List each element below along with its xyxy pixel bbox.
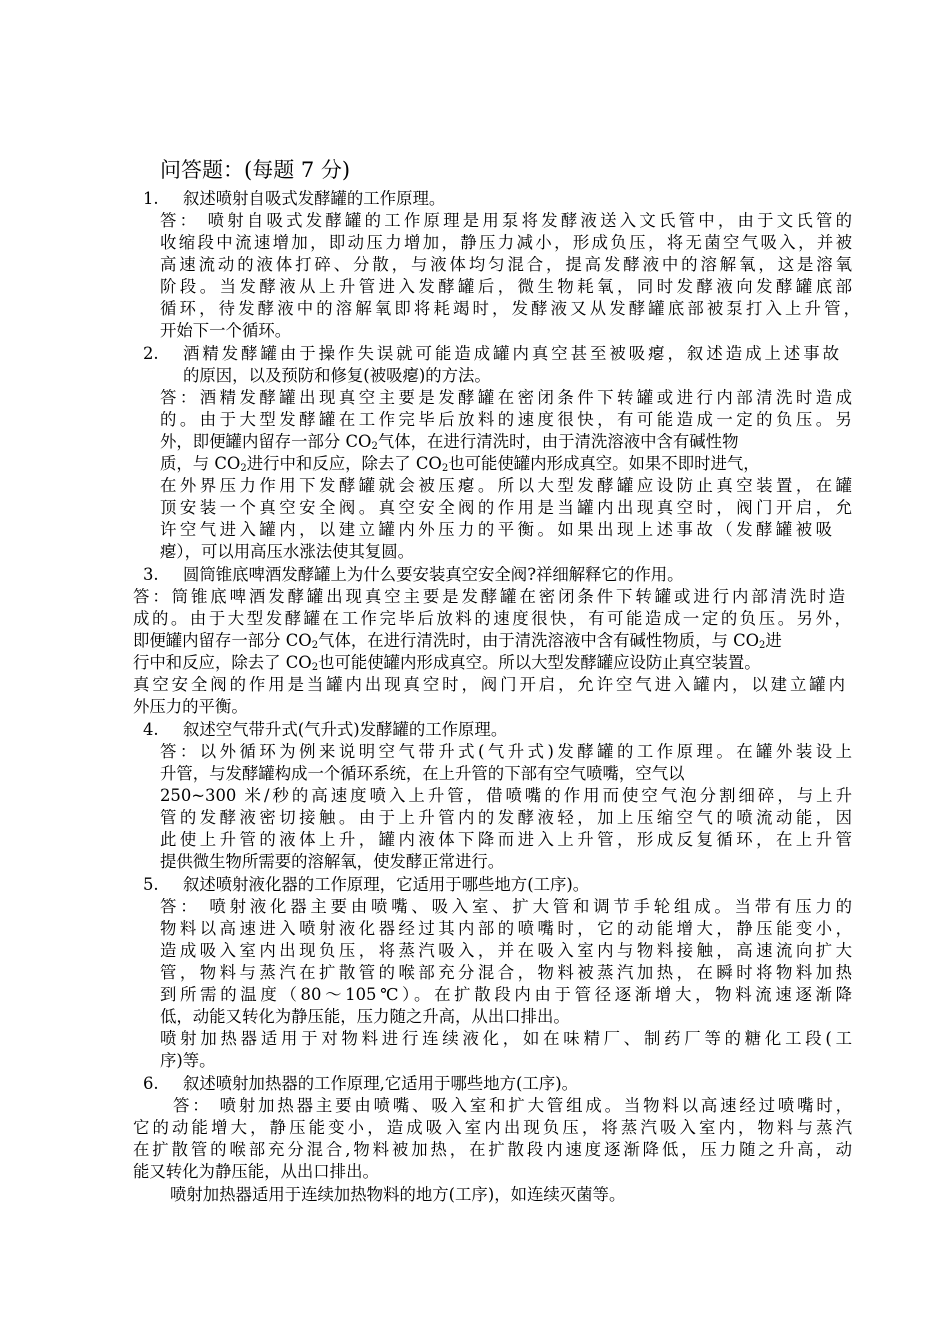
q4-answer-line: 升管，与发酵罐构成一个循环系统，在上升管的下部有空气喷嘴，空气以 — [160, 764, 685, 783]
q2-answer-line: 答：酒精发酵罐出现真空主要是发酵罐在密闭条件下转罐或进行内部清洗时造成 — [160, 388, 852, 407]
q6-answer-line: 在扩散管的喉部充分混合,物料被加热，在扩散段内速度逐渐降低，压力随之升高，动 — [133, 1140, 852, 1159]
q3-number: 3. — [143, 565, 159, 584]
q1-number: 1. — [143, 189, 159, 208]
q3-question: 圆筒锥底啤酒发酵罐上为什么要安装真空安全阀?祥细解释它的作用。 — [183, 565, 684, 584]
q5-number: 5. — [143, 875, 159, 894]
q3-answer-line: 即便罐内留存一部分 $CO_2$气体，在进行清洗时，由于清洗溶液中含有碱性物质，与 $CO_2$进 — [133, 631, 782, 651]
q6-answer-line: 喷射加热器适用于连续加热物料的地方(工序)，如连续灭菌等。 — [170, 1185, 626, 1204]
q5-answer-line: 序)等。 — [160, 1051, 216, 1070]
q4-question: 叙述空气带升式(气升式)发酵罐的工作原理。 — [183, 720, 508, 739]
q4-answer-line: 此使上升管的液体上升，罐内液体下降而进入上升管，形成反复循环，在上升管 — [160, 830, 852, 849]
q3-answer-line: 成的。由于大型发酵罐在工作完毕后放料的速度很快，有可能造成一定的负压。另外， — [133, 609, 851, 628]
q3-answer-line: 答：筒锥底啤酒发酵罐出现真空主要是发酵罐在密闭条件下转罐或进行内部清洗时造 — [133, 587, 845, 606]
q3-answer-line: 行中和反应，除去了 $CO_2$也可能使罐内形成真空。所以大型发酵罐应设防止真空装置。 — [133, 653, 761, 673]
q4-answer-line: 答：以外循环为例来说明空气带升式(气升式)发酵罐的工作原理。在罐外装设上 — [160, 742, 852, 761]
q1-answer-line: 开始下一个循环。 — [160, 321, 292, 340]
section-title: 问答题：(每题 7 分) — [160, 158, 351, 182]
q6-number: 6. — [143, 1074, 159, 1093]
q5-answer-line: 造成吸入室内出现负压，将蒸汽吸入，并在吸入室内与物料接触，高速流向扩大 — [160, 941, 852, 960]
q4-answer-line: 管的发酵液密切接触。由于上升管内的发酵液轻，加上压缩空气的喷流动能，因 — [160, 808, 852, 827]
q1-question: 叙述喷射自吸式发酵罐的工作原理。 — [183, 189, 446, 208]
q6-answer-line: 它的动能增大，静压能变小，造成吸入室内出现负压，将蒸汽吸入室内，物料与蒸汽 — [133, 1118, 852, 1137]
q2-question-line: 的原因，以及预防和修复(被吸瘪)的方法。 — [183, 366, 491, 385]
q6-answer-line: 能又转化为静压能，从出口排出。 — [133, 1162, 379, 1181]
q2-question-line: 酒精发酵罐由于操作失误就可能造成罐内真空甚至被吸瘪，叙述造成上述事故 — [183, 344, 839, 363]
q6-answer-line: 答： 喷射加热器主要由喷嘴、吸入室和扩大管组成。当物料以高速经过喷嘴时， — [173, 1096, 852, 1115]
q1-answer-line: 高速流动的液体打碎、分散，与液体均匀混合，提高发酵液中的溶解氧，这是溶氧 — [160, 255, 852, 274]
q3-answer-line: 真空安全阀的作用是当罐内出现真空时，阀门开启，允许空气进入罐内，以建立罐内 — [133, 675, 845, 694]
q1-answer-line: 阶段。当发酵液从上升管进入发酵罐后，微生物耗氧，同时发酵液向发酵罐底部 — [160, 277, 852, 296]
q5-answer-line: 管，物料与蒸汽在扩散管的喉部充分混合，物料被蒸汽加热，在瞬时将物料加热 — [160, 963, 852, 982]
q4-answer-line: 250~300 米/秒的高速度喷入上升管，借喷嘴的作用而使空气泡分割细碎，与上升 — [160, 786, 852, 805]
q5-question: 叙述喷射液化器的工作原理，它适用于哪些地方(工序)。 — [183, 875, 590, 894]
q5-answer-line: 喷射加热器适用于对物料进行连续液化，如在味精厂、制药厂等的糖化工段(工 — [160, 1029, 852, 1048]
q1-answer-line: 收缩段中流速增加，即动压力增加，静压力减小，形成负压，将无菌空气吸入，并被 — [160, 233, 852, 252]
q5-answer-line: 答： 喷射液化器主要由喷嘴、吸入室、扩大管和调节手轮组成。当带有压力的 — [160, 897, 852, 916]
q2-answer-line: 顶安装一个真空安全阀。真空安全阀的作用是当罐内出现真空时，阀门开启，允 — [160, 498, 852, 517]
q4-answer-line: 提供微生物所需要的溶解氧，使发酵正常进行。 — [160, 852, 505, 871]
q2-answer-line: 瘪），可以用高压水涨法使其复圆。 — [160, 542, 415, 561]
q2-answer-line: 许空气进入罐内，以建立罐内外压力的平衡。如果出现上述事故（发酵罐被吸 — [160, 520, 832, 539]
q5-answer-line: 低，动能又转化为静压能，压力随之升高，从出口排出。 — [160, 1007, 570, 1026]
q2-answer-line: 质，与 $CO_2$进行中和反应，除去了 $CO_2$也可能使罐内形成真空。如果不即时进气， — [160, 454, 760, 474]
q2-answer-line: 在外界压力作用下发酵罐就会被压瘪。所以大型发酵罐应设防止真空装置，在罐 — [160, 476, 852, 495]
q2-answer-line: 的。由于大型发酵罐在工作完毕后放料的速度很快，有可能造成一定的负压。另 — [160, 410, 852, 429]
q5-answer-line: 到所需的温度（80～105℃）。在扩散段内由于管径逐渐增大，物料流速逐渐降 — [160, 985, 852, 1004]
q1-answer-line: 答： 喷射自吸式发酵罐的工作原理是用泵将发酵液送入文氏管中，由于文氏管的 — [160, 211, 852, 230]
q2-number: 2. — [143, 344, 159, 363]
q3-answer-line: 外压力的平衡。 — [133, 697, 248, 716]
q4-number: 4. — [143, 720, 159, 739]
q6-question: 叙述喷射加热器的工作原理,它适用于哪些地方(工序)。 — [183, 1074, 578, 1093]
q1-answer-line: 循环，待发酵液中的溶解氧即将耗竭时，发酵液又从发酵罐底部被泵打入上升管， — [160, 299, 860, 318]
q5-answer-line: 物料以高速进入喷射液化器经过其内部的喷嘴时，它的动能增大，静压能变小， — [160, 919, 852, 938]
q2-answer-line: 外，即便罐内留存一部分 $CO_2$气体，在进行清洗时，由于清洗溶液中含有碱性物 — [160, 432, 739, 452]
